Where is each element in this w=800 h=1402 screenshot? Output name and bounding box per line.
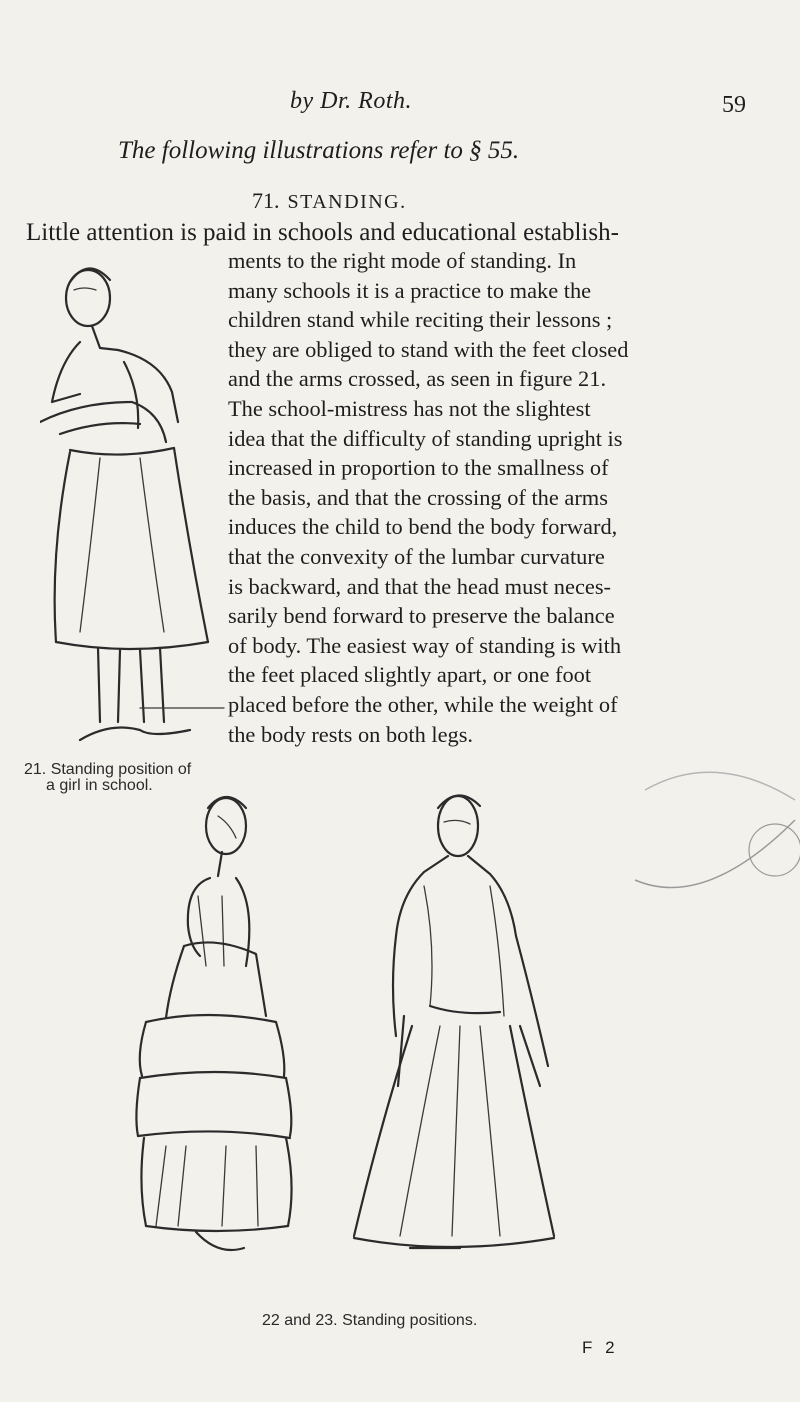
section-title: STANDING. <box>287 191 407 213</box>
signature-mark: F 2 <box>582 1338 619 1357</box>
paragraph-line: placed before the other, while the weight of <box>228 691 618 717</box>
paragraph-line: is backward, and that the head must neces- <box>228 573 611 599</box>
section-number: 71. <box>252 188 280 213</box>
paragraph-line: The school-mistress has not the slightest <box>228 395 591 421</box>
paragraph-line: the feet placed slightly apart, or one foot <box>228 662 592 688</box>
paragraph-line: induces the child to bend the body forward, <box>228 514 618 540</box>
figure-23-illustration <box>340 786 580 1260</box>
paragraph-body <box>228 246 718 749</box>
page-number: 59 <box>722 92 746 118</box>
paragraph-line: sarily bend forward to preserve the balance <box>228 603 615 629</box>
paragraph-line: many schools it is a practice to make the <box>228 277 592 303</box>
paragraph-line: increased in proportion to the smallness of <box>228 455 609 481</box>
paragraph-line: of body. The easiest way of standing is with <box>228 632 622 658</box>
paragraph-line: that the convexity of the lumbar curvature <box>228 543 605 569</box>
paragraph-line: children stand while reciting their lessons ; <box>228 307 613 333</box>
paragraph-line: idea that the difficulty of standing upright is <box>228 425 623 451</box>
running-head: by Dr. Roth. <box>290 88 412 114</box>
section-heading <box>252 188 407 214</box>
figure-21-illustration <box>40 252 230 752</box>
paragraph-lead-line: Little attention is paid in schools and educational establish- <box>26 219 619 246</box>
paragraph-line: and the arms crossed, as seen in figure 21. <box>228 366 607 392</box>
figure-22-23-caption: 22 and 23. Standing positions. <box>262 1312 478 1329</box>
figure-22-illustration <box>126 786 306 1260</box>
paragraph-line: the basis, and that the crossing of the arms <box>228 484 608 510</box>
library-stamp <box>605 760 800 900</box>
intro-line: The following illustrations refer to § 55. <box>118 137 520 164</box>
paragraph-line: the body rests on both legs. <box>228 721 474 747</box>
paragraph-line: they are obliged to stand with the feet closed <box>228 336 629 362</box>
figure-21-caption-line-1: 21. Standing position of <box>24 761 192 778</box>
paragraph-line: ments to the right mode of standing. In <box>228 248 577 273</box>
figure-21-caption-line-2: a girl in school. <box>46 777 153 794</box>
